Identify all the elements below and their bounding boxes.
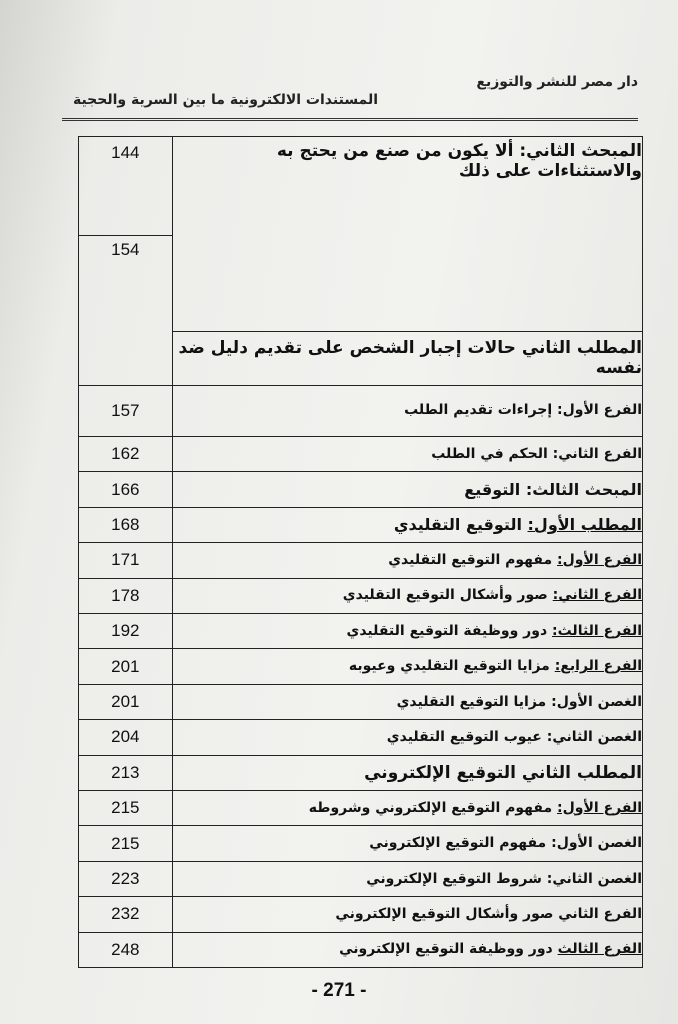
toc-entry: الفرع الرابع: مزايا التوقيع التقليدي وعيوبه bbox=[172, 649, 642, 684]
toc-page-number: 201 bbox=[79, 684, 173, 719]
table-of-contents bbox=[78, 136, 643, 968]
toc-page-number: 166 bbox=[79, 472, 173, 507]
toc-entry: الفرع الأول: مفهوم التوقيع التقليدي bbox=[172, 543, 642, 578]
toc-entry: الفرع الأول: مفهوم التوقيع الإلكتروني وشروطه bbox=[172, 790, 642, 825]
toc-entry: المبحث الثاني: ألا يكون من صنع من يحتج به والاستثناءات على ذلك bbox=[172, 137, 642, 332]
toc-entry: الفرع الثاني: صور وأشكال التوقيع التقليدي bbox=[172, 578, 642, 613]
toc-page-number: 144 bbox=[79, 137, 173, 236]
toc-entry: الفرع الثاني صور وأشكال التوقيع الإلكتروني bbox=[172, 897, 642, 932]
toc-page-number: 201 bbox=[79, 649, 173, 684]
toc-page-number: 168 bbox=[79, 507, 173, 542]
page-number: - 271 - bbox=[311, 980, 367, 1001]
toc-page-number: 215 bbox=[79, 790, 173, 825]
header-book-title: المستندات الالكترونية ما بين السرية والحجية bbox=[72, 92, 378, 108]
toc-entry: الغصن الأول: مفهوم التوقيع الإلكتروني bbox=[172, 826, 642, 861]
toc-page-number: 157 bbox=[79, 385, 173, 436]
toc-page-number: 171 bbox=[79, 543, 173, 578]
toc-entry: الفرع الأول: إجراءات تقديم الطلب bbox=[172, 385, 642, 436]
toc-entry: المطلب الأول: التوقيع التقليدي bbox=[172, 507, 642, 542]
toc-page-number: 178 bbox=[79, 578, 173, 613]
toc-entry: المطلب الثاني التوقيع الإلكتروني bbox=[172, 755, 642, 790]
header-divider bbox=[62, 118, 638, 121]
toc-page-number: 215 bbox=[79, 826, 173, 861]
toc-page-number: 223 bbox=[79, 861, 173, 896]
toc-entry: الفرع الثالث: دور ووظيفة التوقيع التقليدي bbox=[172, 614, 642, 649]
toc-entry: الغصن الأول: مزايا التوقيع التقليدي bbox=[172, 684, 642, 719]
toc-page-number: 162 bbox=[79, 437, 173, 472]
toc-page-number: 232 bbox=[79, 897, 173, 932]
toc-page-number: 192 bbox=[79, 614, 173, 649]
toc-entry: الفرع الثالث دور ووظيفة التوقيع الإلكتروني bbox=[172, 932, 642, 967]
toc-entry: المطلب الثاني حالات إجبار الشخص على تقديم دليل ضد نفسه bbox=[172, 332, 642, 385]
header-publisher: دار مصر للنشر والتوزيع bbox=[476, 74, 638, 90]
toc-page-number: 248 bbox=[79, 932, 173, 967]
toc-entry: الفرع الثاني: الحكم في الطلب bbox=[172, 437, 642, 472]
toc-entry: الغصن الثاني: شروط التوقيع الإلكتروني bbox=[172, 861, 642, 896]
toc-entry: الغصن الثاني: عيوب التوقيع التقليدي bbox=[172, 720, 642, 755]
toc-entry: المبحث الثالث: التوقيع bbox=[172, 472, 642, 507]
toc-page-number: 204 bbox=[79, 720, 173, 755]
toc-page-number: 154 bbox=[79, 235, 173, 385]
toc-page-number: 213 bbox=[79, 755, 173, 790]
